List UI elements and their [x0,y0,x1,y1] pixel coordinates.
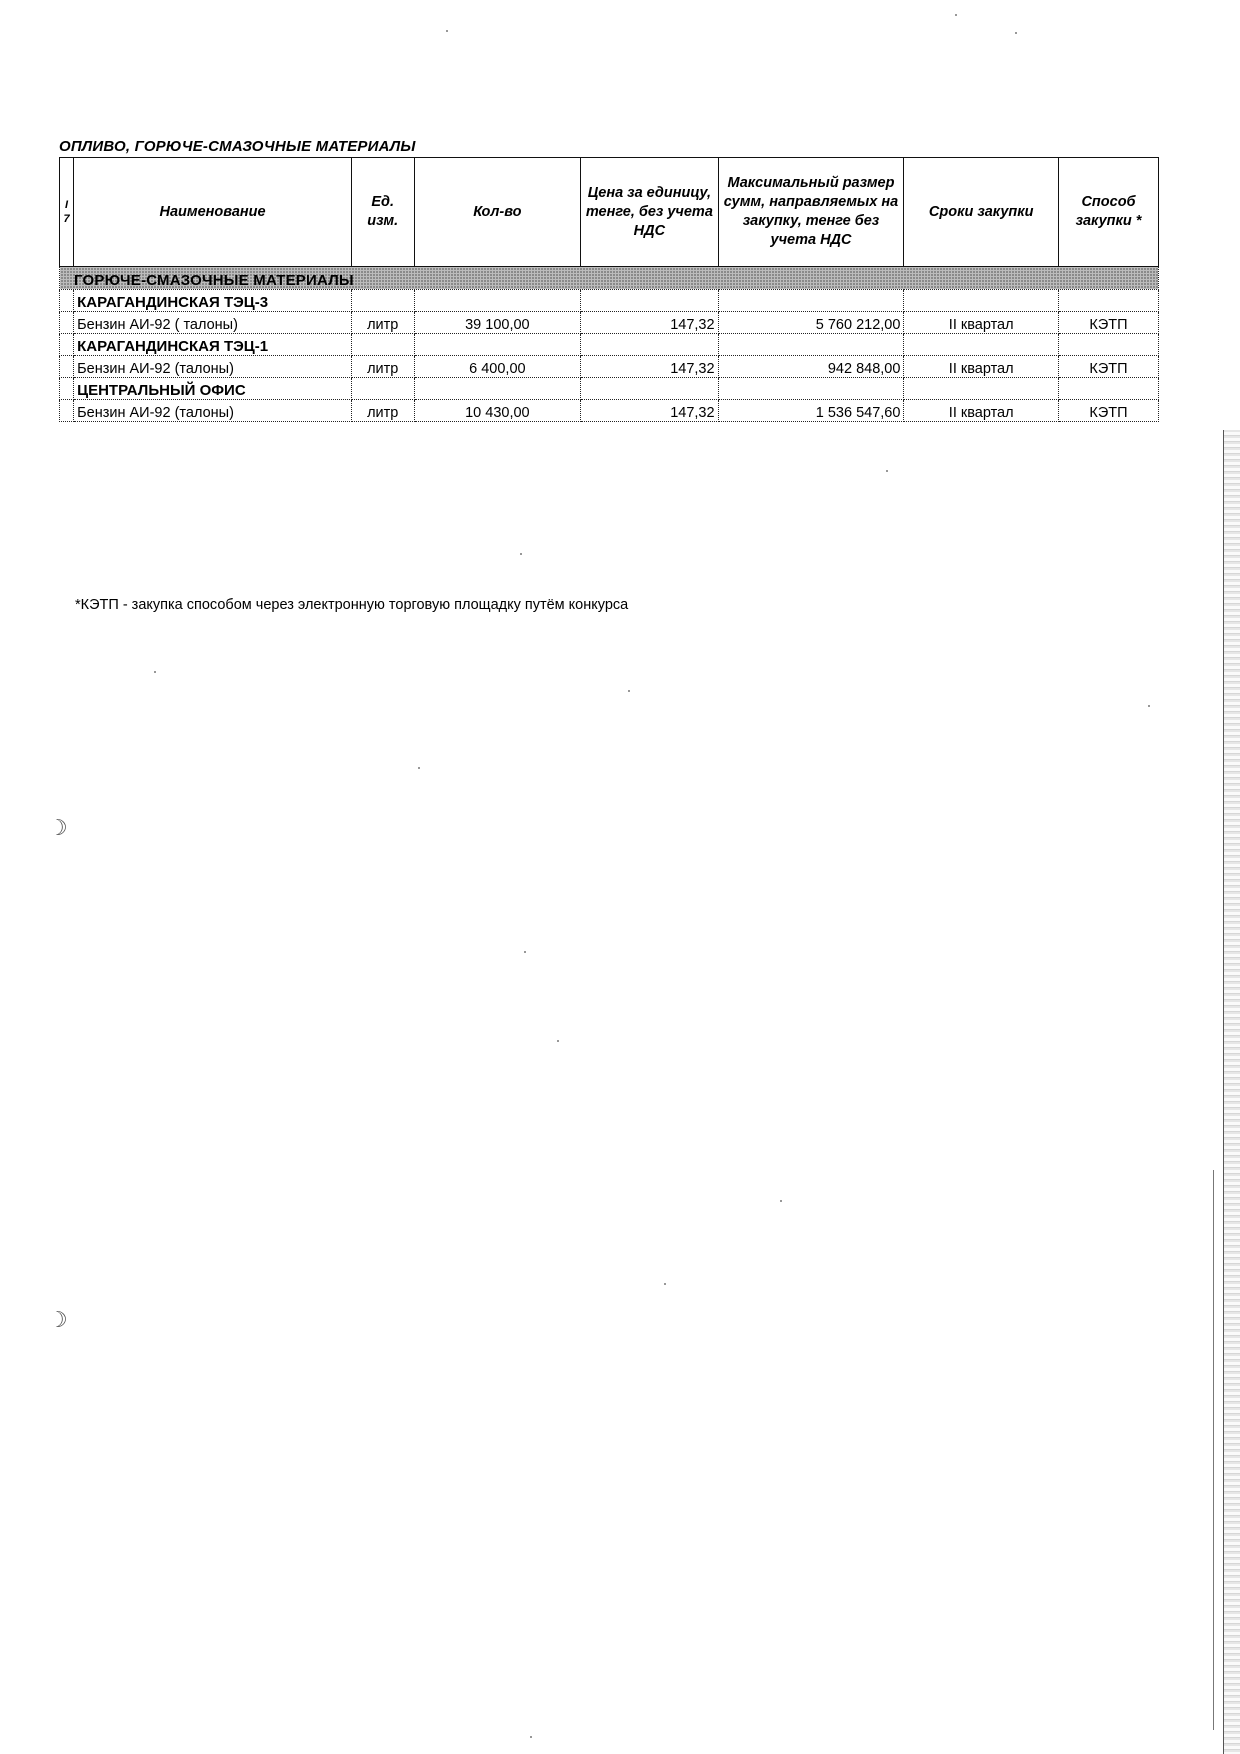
scan-speck [524,951,526,953]
scan-speck [154,671,156,673]
item-method: КЭТП [1058,400,1158,422]
section-title: ОПЛИВО, ГОРЮЧЕ-СМАЗОЧНЫЕ МАТЕРИАЛЫ [59,138,416,155]
procurement-table [59,157,1159,422]
group-name: КАРАГАНДИНСКАЯ ТЭЦ-3 [74,290,352,312]
scan-speck [418,767,420,769]
group-row [60,290,1159,312]
table-row [60,400,1159,422]
item-price: 147,32 [581,312,718,334]
group-row [60,334,1159,356]
footnote: *КЭТП - закупка способом через электронную торговую площадку путём конкурса [75,597,629,613]
group-name: КАРАГАНДИНСКАЯ ТЭЦ-1 [74,334,352,356]
item-period: II квартал [904,356,1059,378]
table-row [60,312,1159,334]
scan-speck [530,1736,532,1738]
scan-speck [520,553,522,555]
header-qty: Кол-во [414,158,581,267]
item-name: Бензин АИ-92 (талоны) [74,400,352,422]
item-max-sum: 942 848,00 [718,356,904,378]
item-method: КЭТП [1058,312,1158,334]
header-max-sum: Максимальный размер сумм, направляемых на закупку, тенге без учета НДС [718,158,904,267]
item-name: Бензин АИ-92 (талоны) [74,356,352,378]
item-unit: литр [351,356,414,378]
scan-line-artifact [1213,1170,1214,1730]
header-name: Наименование [74,158,352,267]
scan-speck [1148,705,1150,707]
scan-speck [955,14,957,16]
scan-edge-artifact [1223,430,1240,1754]
item-period: II квартал [904,400,1059,422]
item-method: КЭТП [1058,356,1158,378]
item-period: II квартал [904,312,1059,334]
item-unit: литр [351,312,414,334]
item-price: 147,32 [581,356,718,378]
item-max-sum: 1 536 547,60 [718,400,904,422]
scan-speck [446,30,448,32]
header-period: Сроки закупки [904,158,1059,267]
table-header-row [60,158,1159,267]
header-method: Способ закупки * [1058,158,1158,267]
table-row [60,356,1159,378]
scan-speck [664,1283,666,1285]
group-name: ЦЕНТРАЛЬНЫЙ ОФИС [74,378,352,400]
item-qty: 39 100,00 [414,312,581,334]
scan-speck [557,1040,559,1042]
item-price: 147,32 [581,400,718,422]
punch-hole-mark: ☽ [48,816,68,841]
scan-speck [780,1200,782,1202]
punch-hole-mark: ☽ [48,1308,68,1333]
group-row [60,378,1159,400]
scan-speck [628,690,630,692]
scan-speck [886,470,888,472]
header-unit: Ед. изм. [351,158,414,267]
header-price: Цена за единицу, тенге, без учета НДС [581,158,718,267]
item-unit: литр [351,400,414,422]
item-qty: 10 430,00 [414,400,581,422]
item-max-sum: 5 760 212,00 [718,312,904,334]
item-qty: 6 400,00 [414,356,581,378]
header-num: I 7 [60,158,74,267]
category-label: ГОРЮЧЕ-СМАЗОЧНЫЕ МАТЕРИАЛЫ [60,267,1159,290]
item-name: Бензин АИ-92 ( талоны) [74,312,352,334]
category-row [60,267,1159,290]
scan-speck [1015,32,1017,34]
